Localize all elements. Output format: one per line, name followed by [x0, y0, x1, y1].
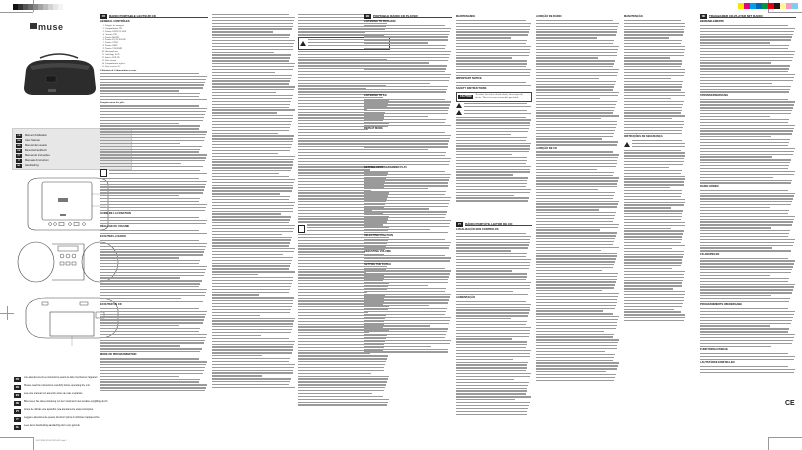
portuguese-column-2: [536, 14, 620, 434]
warning-text: Antes de utilizar este aparelho, leia atentamente estas instruções.: [24, 408, 94, 411]
language-label: Manual de Instruções: [25, 154, 50, 157]
section-heading: STROMVERSORGUNG: [700, 93, 729, 97]
french-column-1: [100, 14, 208, 434]
control-item: 6. Touche PLAY/PAUSE: [105, 39, 208, 42]
warning-text: Lees deze handleiding aandachtig door voor gebruik.: [24, 424, 81, 427]
flag-icon: PT: [15, 410, 20, 413]
crop-mark: [0, 12, 33, 13]
body-text: [700, 258, 796, 303]
grayscale-swatch: [58, 4, 63, 10]
warning-triangle-icon: [456, 103, 462, 108]
color-calibration-bar: [738, 3, 798, 9]
crop-mark: [768, 437, 769, 450]
body-text: [364, 99, 452, 126]
body-text: [632, 140, 686, 149]
warning-triangle-icon: [624, 142, 630, 147]
flag-icon: ES: [15, 394, 20, 397]
body-text: [700, 366, 796, 373]
control-item: 14. Compartiment à piles: [105, 63, 208, 66]
section-heading: GUIDE DE LA FONCTION: [100, 211, 131, 215]
control-item: 2. Compartiment CD: [105, 28, 208, 31]
warning-triangle-icon: [300, 41, 306, 46]
section-heading: CD ABSPIELEN: [700, 252, 720, 256]
section-heading: ECOUTER UN CD: [100, 302, 122, 306]
language-label: User Manual: [25, 139, 40, 142]
flag-icon: DE: [17, 149, 21, 152]
section-heading: ADJUSTING VOLUME: [364, 249, 391, 253]
body-text: [100, 217, 208, 224]
body-text: [624, 150, 686, 322]
control-item: 4. Antenne FM: [105, 34, 208, 37]
control-item: 8. Touche SKIP: [105, 45, 208, 48]
subsection-heading: Utilisation de l'alimentation secteur: [100, 68, 137, 72]
control-item: 3. Touche OPEN/CLOSE: [105, 31, 208, 34]
control-item: 11. Affichage LCD: [105, 54, 208, 57]
control-item: 7. Touche STOP: [105, 42, 208, 45]
recycle-bin-icon: [298, 225, 305, 233]
section-heading: IMPORTANT NOTICE: [456, 77, 482, 81]
section-heading: INSTRUÇÕES DE SEGURANÇA: [624, 134, 663, 138]
body-text: [700, 190, 796, 252]
body-text: [364, 255, 452, 262]
german-column: [700, 14, 796, 434]
logo-mark-icon: [30, 23, 37, 29]
body-text: [624, 20, 686, 134]
flag-icon: NL: [17, 164, 21, 167]
crop-mark: [33, 437, 34, 450]
warning-text: Leggere attentamente queste istruzioni prima di utilizzare l'apparecchio.: [24, 416, 100, 419]
body-text: [700, 99, 796, 184]
section-title-text: RADIO PORTABLE LECTEUR CD: [109, 15, 208, 19]
control-item: 13. Prise casque: [105, 60, 208, 63]
section-heading: MODE DE PROGRAMMATION: [100, 353, 137, 357]
body-text: [536, 151, 620, 381]
flag-icon: ES: [17, 144, 21, 147]
english-column: [364, 14, 452, 434]
control-item: 12. Entrée AUX IN: [105, 57, 208, 60]
body-text: [100, 73, 208, 100]
warning-text: Lire attentivement les instructions avant de faire fonctionner l'appareil.: [24, 376, 98, 379]
flag-icon: EN: [15, 386, 20, 389]
body-text: [456, 20, 532, 76]
section-heading: MAINTENANCE: [456, 15, 476, 18]
section-heading: AUDIÇÃO DE RÁDIO: [536, 15, 562, 18]
section-heading: BEDIENELEMENTE: [700, 20, 724, 23]
flag-icon: EN: [17, 139, 21, 142]
flag-icon: DE: [701, 15, 706, 18]
section-heading: SETTING THE CLOCK: [364, 262, 392, 266]
section-heading: SELECTING FUNCTION: [364, 233, 393, 237]
body-text: [464, 110, 532, 116]
language-label: Manual del usuario: [25, 144, 47, 147]
ce-mark-icon: CE: [785, 400, 795, 407]
flag-icon: NL: [15, 426, 20, 429]
section-heading: SAFETY INSTRUCTIONS: [456, 87, 487, 91]
body-text: [109, 170, 208, 176]
body-text: [364, 132, 452, 165]
brand-name: muse: [38, 22, 64, 32]
flag-icon: FR: [15, 378, 20, 381]
body-text: [100, 358, 208, 391]
warning-text: Please read the instructions carefully before operating the unit.: [24, 384, 91, 387]
control-item: 10. Haut-parleurs: [105, 51, 208, 54]
caution-box: [456, 92, 532, 102]
english-column-2-safety: [456, 14, 532, 229]
flag-icon: DE: [15, 402, 20, 405]
section-heading: LAUTSTÄRKE EINSTELLEN: [700, 360, 735, 364]
body-text: [364, 239, 452, 249]
crop-mark: [0, 437, 33, 438]
language-label: Manuel d'utilisation: [25, 134, 47, 137]
caution-label: CAUTION: [460, 94, 472, 98]
section-title-en: [364, 14, 452, 19]
section-title-de: [700, 14, 796, 19]
section-heading: ECOUTER LA RADIO: [100, 234, 126, 238]
crop-mark: [768, 12, 802, 13]
brand-logo: [30, 22, 64, 32]
body-text: [456, 233, 532, 295]
section-heading: RADIO HÖREN: [700, 184, 719, 188]
body-text: [100, 178, 208, 211]
color-swatch: [792, 3, 798, 9]
body-text: [100, 230, 208, 234]
body-text: [100, 240, 208, 302]
body-text: [364, 25, 452, 93]
body-text: [364, 171, 452, 233]
section-heading: GÉNÉRAL CONTRÔLES: [100, 20, 130, 23]
language-label: Manuale di istruzioni: [25, 159, 49, 162]
portuguese-column-3: [624, 14, 686, 434]
registration-mark: [7, 306, 8, 320]
controls-list: [100, 25, 208, 69]
flag-icon: IT: [16, 159, 22, 163]
flag-icon: FR: [17, 134, 21, 137]
portuguese-column: [456, 222, 532, 432]
section-title-fr: [100, 14, 208, 19]
body-text: [456, 82, 532, 86]
section-title-text: PORTABLE RADIO CD PLAYER: [373, 15, 452, 19]
section-heading: ALIMENTAÇÃO: [456, 295, 475, 299]
body-text: [464, 103, 532, 109]
warning-text: Bitte lesen Sie diese Anleitung vor dem Gebrauch des Gerätes sorgfältig durch.: [24, 400, 108, 403]
body-text: [364, 268, 452, 353]
subsection-heading: Remplacement des piles: [100, 100, 125, 104]
section-title-text: RÁDIO PORTÁTIL LEITOR DE CD: [465, 223, 532, 227]
section-title-pt: [456, 222, 532, 227]
section-heading: LISTENING TO CD: [364, 93, 387, 97]
french-column-2: [212, 14, 296, 434]
flag-icon: IT: [14, 417, 21, 422]
body-text: [700, 353, 796, 360]
section-heading: MANUTENÇÃO: [624, 15, 643, 18]
recycle-bin-icon: [100, 169, 107, 177]
body-text: [456, 301, 532, 415]
section-heading: FUNKTIONSAUSWAHL: [700, 347, 729, 351]
warning-triangle-icon: [456, 110, 462, 115]
section-heading: SETTING UP PROGRAMMED PLAY: [364, 165, 407, 169]
crop-mark: [768, 437, 802, 438]
warning-text: Lea este manual con atención antes de usar el aparato.: [24, 392, 84, 395]
section-heading: LISTENING TO FM RADIO: [364, 20, 396, 23]
body-text: [100, 308, 208, 353]
control-item: 1. Poignée de transport: [105, 25, 208, 28]
flag-icon: PT: [17, 154, 21, 157]
section-heading: AUDIÇÃO DE CD: [536, 146, 557, 150]
flag-icon: FR: [101, 15, 106, 18]
body-text: [536, 20, 620, 146]
section-heading: RÉGLAGE DU VOLUME: [100, 224, 130, 228]
language-label: Handleiding: [25, 164, 39, 167]
body-text: [700, 308, 796, 347]
body-text: [212, 14, 296, 388]
print-footer: M-22 KBR EN IM 20210607.indd 1: [36, 440, 67, 442]
body-text: [100, 105, 208, 167]
control-item: 15. Prise secteur AC: [105, 66, 208, 69]
section-heading: PROGRAMMIERTE WIEDERGABE: [700, 303, 742, 307]
section-heading: REPEAT MODE: [364, 126, 383, 130]
section-heading: LOCALIZAÇÃO DOS CONTROLOS: [456, 228, 499, 231]
product-photo-cd-player: [18, 48, 100, 98]
caution-text: To reduce the risk of electric shock, do not open the device. There is no user-serviceable part inside.: [475, 94, 524, 100]
control-item: 5. Touche MODE: [105, 37, 208, 40]
body-text: [700, 25, 796, 93]
flag-icon: PT: [457, 223, 462, 226]
section-title-text: TRAGBARER CD-PLAYER MIT RADIO: [709, 15, 796, 19]
language-label: Benutzerhandbuch: [25, 149, 47, 152]
body-text: [456, 117, 532, 202]
grayscale-calibration-bar: [13, 4, 63, 10]
control-item: 9. Touche VOLUME: [105, 48, 208, 51]
flag-icon: EN: [365, 15, 370, 18]
